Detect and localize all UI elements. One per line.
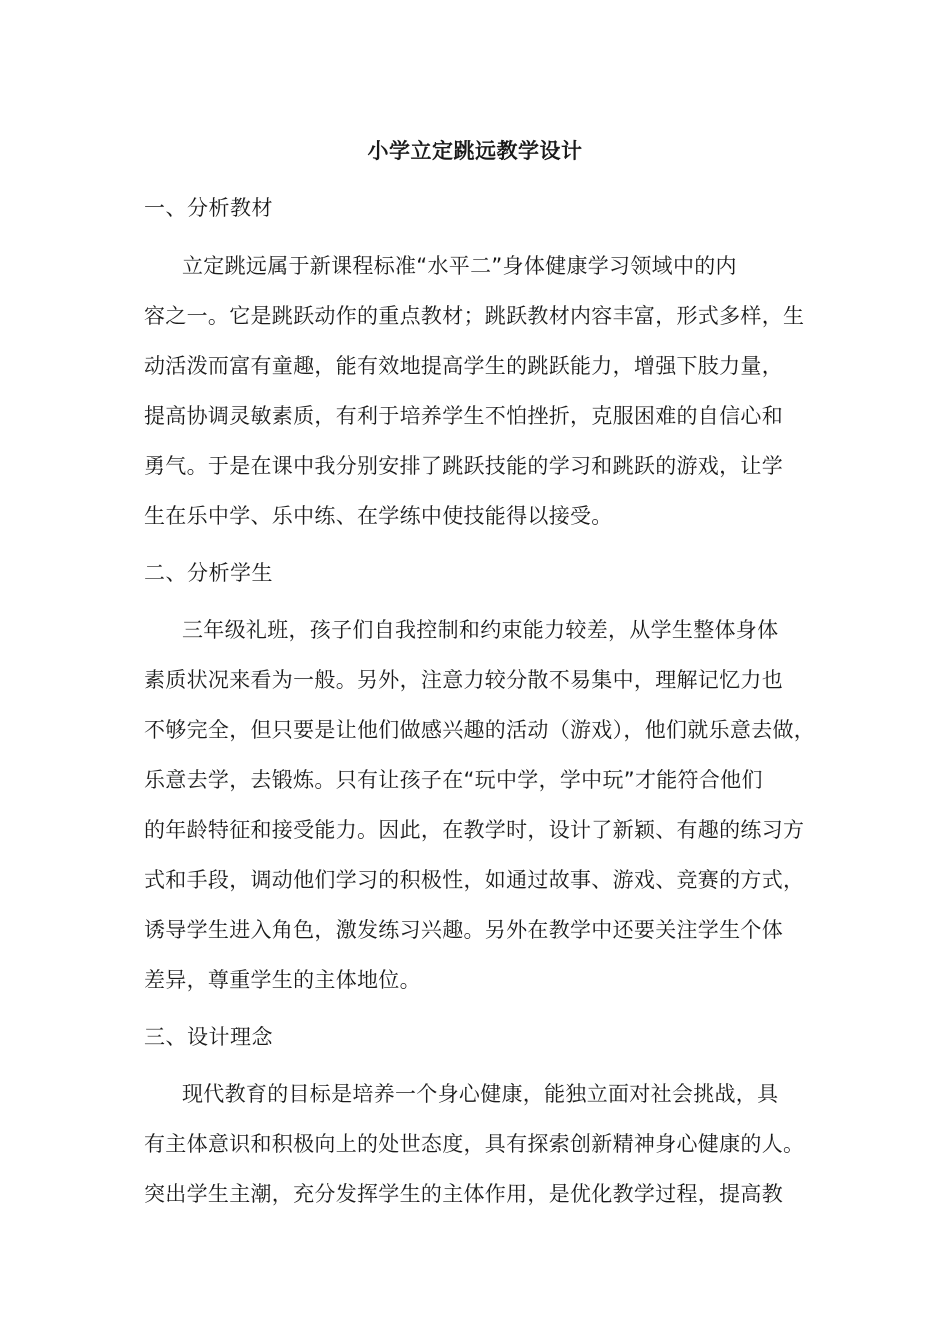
paragraph-line: 素质状况来看为一般。另外，注意力较分散不易集中，理解记忆力也: [144, 668, 783, 692]
paragraph-line: 容之一。它是跳跃动作的重点教材；跳跃教材内容丰富，形式多样，生: [144, 304, 805, 328]
paragraph-line: 乐意去学，去锻炼。只有让孩子在“玩中学，学中玩”才能符合他们: [144, 768, 763, 792]
section-paragraph-1: [144, 241, 824, 541]
section-heading-1: 一、分析教材: [144, 196, 273, 220]
paragraph-line: 差异，尊重学生的主体地位。: [144, 968, 421, 992]
paragraph-line: 诱导学生进入角色，激发练习兴趣。另外在教学中还要关注学生个体: [144, 918, 783, 942]
paragraph-line: 生在乐中学、乐中练、在学练中使技能得以接受。: [144, 504, 613, 528]
paragraph-line: 有主体意识和积极向上的处世态度，具有探索创新精神身心健康的人。: [144, 1132, 805, 1156]
paragraph-line: 现代教育的目标是培养一个身心健康，能独立面对社会挑战，具: [182, 1082, 779, 1106]
paragraph-line: 立定跳远属于新课程标准“水平二”身体健康学习领域中的内: [182, 254, 737, 278]
document-title: 小学立定跳远教学设计: [367, 139, 583, 163]
paragraph-line: 动活泼而富有童趣，能有效地提高学生的跳跃能力，增强下肢力量，: [144, 354, 783, 378]
section-paragraph-3: [144, 1069, 824, 1219]
section-heading-2: 二、分析学生: [144, 561, 273, 585]
section-heading-3: 三、设计理念: [144, 1025, 273, 1049]
paragraph-line: 提高协调灵敏素质，有利于培养学生不怕挫折，克服困难的自信心和: [144, 404, 783, 428]
paragraph-line: 式和手段，调动他们学习的积极性，如通过故事、游戏、竞赛的方式，: [144, 868, 805, 892]
paragraph-line: 突出学生主潮，充分发挥学生的主体作用，是优化教学过程，提高教: [144, 1182, 783, 1206]
paragraph-line: 不够完全，但只要是让他们做感兴趣的活动（游戏），他们就乐意去做，: [144, 718, 816, 742]
paragraph-line: 的年龄特征和接受能力。因此，在教学时，设计了新颖、有趣的练习方: [144, 818, 805, 842]
paragraph-line: 勇气。于是在课中我分别安排了跳跃技能的学习和跳跃的游戏，让学: [144, 454, 783, 478]
paragraph-line: 三年级礼班，孩子们自我控制和约束能力较差，从学生整体身体: [182, 618, 779, 642]
section-paragraph-2: [144, 605, 824, 1005]
